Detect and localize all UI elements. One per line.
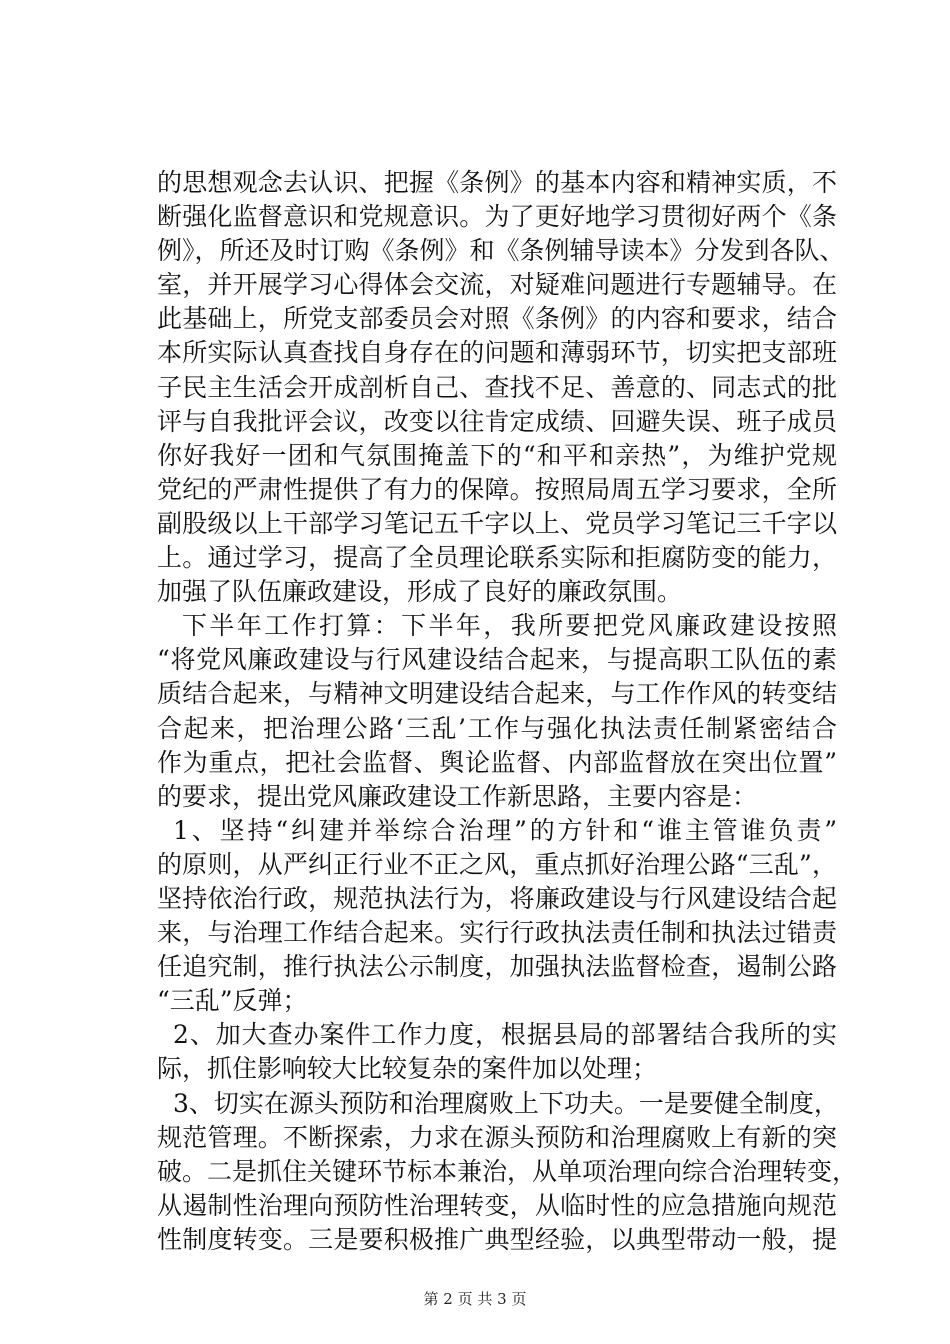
text-line: 室，并开展学习心得体会交流，对疑难问题进行专题辅导。在 [157,270,837,300]
text-line: 破。二是抓住关键环节标本兼治，从单项治理向综合治理转变， [157,1156,858,1186]
text-line: 断强化监督意识和党规意识。为了更好地学习贯彻好两个《条 [157,202,837,232]
text-line: 性制度转变。三是要积极推广典型经验，以典型带动一般，提 [157,1224,837,1254]
text-line: 3、切实在源头预防和治理腐败上下功夫。一是要健全制度， [173,1088,839,1118]
document-body [157,166,858,1257]
text-line: 党纪的严肃性提供了有力的保障。按照局周五学习要求，全所 [157,474,837,504]
text-line: 际，抓住影响较大比较复杂的案件加以处理； [157,1054,658,1084]
text-line: “三乱”反弹； [157,986,308,1016]
text-line: “将党风廉政建设与行风建设结合起来，与提高职工队伍的素 [157,645,837,675]
text-line: 本所实际认真查找自身存在的问题和薄弱环节，切实把支部班 [157,338,837,368]
text-line: 来，与治理工作结合起来。实行行政执法责任制和执法过错责 [157,918,837,948]
text-line: 你好我好一团和气氛围掩盖下的“和平和亲热”，为维护党规 [157,440,837,470]
text-line: 下半年工作打算：下半年，我所要把党风廉政建设按照 [182,611,837,641]
text-line: 的思想观念去认识、把握《条例》的基本内容和精神实质，不 [157,168,837,197]
text-line: 合起来，把治理公路‘三乱’工作与强化执法责任制紧密结合 [157,713,837,743]
text-line: 任追究制，推行执法公示制度，加强执法监督检查，遏制公路 [157,952,837,982]
text-line: 质结合起来，与精神文明建设结合起来，与工作作风的转变结 [157,679,837,709]
text-line: 的要求，提出党风廉政建设工作新思路，主要内容是： [157,781,758,811]
text-line: 规范管理。不断探索，力求在源头预防和治理腐败上有新的突 [157,1122,837,1152]
text-line: 此基础上，所党支部委员会对照《条例》的内容和要求，结合 [157,304,837,334]
page-number-footer: 第 2 页 共 3 页 [423,1290,527,1308]
text-line: 评与自我批评会议，改变以往肯定成绩、回避失误、班子成员 [157,406,837,436]
text-line: 上。通过学习，提高了全员理论联系实际和拒腐防变的能力， [157,543,837,573]
text-line: 的原则，从严纠正行业不正之风，重点抓好治理公路“三乱”， [157,849,837,879]
text-line: 作为重点，把社会监督、舆论监督、内部监督放在突出位置” [157,747,837,777]
text-line: 1、坚持“纠建并举综合治理”的方针和“谁主管谁负责” [173,815,837,845]
text-line: 加强了队伍廉政建设，形成了良好的廉政氛围。 [157,577,683,607]
text-line: 子民主生活会开成剖析自己、查找不足、善意的、同志式的批 [157,372,837,402]
text-line: 坚持依治行政，规范执法行为，将廉政建设与行风建设结合起 [157,883,837,913]
text-line: 例》，所还及时订购《条例》和《条例辅导读本》分发到各队、 [157,236,845,266]
text-line: 副股级以上干部学习笔记五千字以上、党员学习笔记三千字以 [157,508,837,538]
text-line: 从遏制性治理向预防性治理转变，从临时性的应急措施向规范 [157,1190,837,1220]
text-line: 2、加大查办案件工作力度，根据县局的部署结合我所的实 [173,1020,837,1050]
